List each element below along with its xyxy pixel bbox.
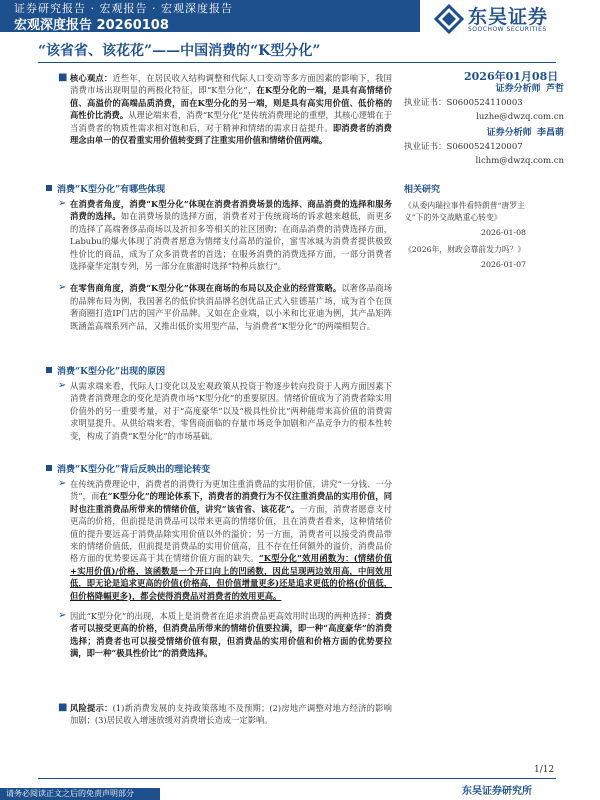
- core-view: [58, 72, 392, 146]
- bullet-icon: ➢: [58, 282, 67, 294]
- related-item-1-date: 2026-01-08: [481, 228, 526, 237]
- logo-cn: 东吴证券: [468, 6, 549, 28]
- analyst-1-email[interactable]: luzhe@dwzq.com.cn: [476, 112, 564, 122]
- section-marker-icon: [46, 185, 52, 191]
- section-1-paragraph-a: ➢ 在消费者角度，消费“K型分化”体现在消费者消费场景的选择、商品消费的选择和服务消费的选择。如在消费场景的选择方面，消费者对于传统商场的诉求越来越低，而更多的选择了高端奢侈品商场以及折扣多等相关的社区团购；在商品消费的消费选择方面，Labubu的爆火体现了消费者愿意为情绪支付高昂的溢价，蜜雪冰城为消费者提供极致性价比的商品，成为了众多消费者的首选；在服务消费的消费选择方面，一部分消费者选择豪华定制专列，另一部分在旅游时选择“特种兵旅行”。: [58, 198, 392, 272]
- document-title: “该省省、该花花”——中国消费的“K型分化”: [38, 43, 321, 59]
- section-marker-icon: [46, 367, 52, 373]
- bullet-icon: ➢: [58, 610, 67, 622]
- risk-paragraph: ■ 风险提示：(1)新消费发展的支持政策落地不及预期；(2)房地产调整对地方经济的影响加剧；(3)居民收入增速放缓对消费增长造成一定影响。: [58, 702, 392, 726]
- title-divider: [38, 62, 556, 63]
- risk-warning: [58, 702, 392, 727]
- core-text-3: 从理论端来看，消费“K型分化”是传统消费理论的重塑，其核心逻辑在于当消费者的物质性需求相对饱和后，对于精神和情绪的需求日益提升。: [70, 110, 392, 133]
- logo-mark-icon: [434, 4, 464, 34]
- related-research-heading: 相关研究: [404, 185, 441, 195]
- section-1-body: [58, 198, 392, 332]
- core-text-4: 即消费者的消费理念由单一的仅看重实用价值转变到了注重实用价值和情绪价值两端。: [70, 122, 392, 146]
- report-date: 2026年01月08日: [464, 70, 559, 83]
- page-number: 1/12: [534, 765, 555, 775]
- section-heading-3: 消费“K型分化”背后反映出的理论转变: [46, 462, 210, 475]
- section-3-body: [58, 478, 392, 660]
- bullet-icon: ➢: [58, 478, 67, 489]
- section-1-paragraph-b: ➢ 在零售商角度，消费“K型分化”体现在商场的布局以及企业的经营策略。以奢侈品商场的品牌布局为例，我国著名的低价快消品牌名创优品正式入驻德基广场，成为首个在顶奢商圈打造IP门店的国产平价品牌。又如在企业端，以小米和比亚迪为例，其产品矩阵既涵盖高端系列产品，又推出低价实用型产品，与消费者“K型分化”的两端相契合。: [58, 282, 392, 331]
- section-2-body: [58, 380, 392, 442]
- section-heading-1: 消费“K型分化”有哪些体现: [46, 182, 165, 195]
- bullet-icon: ➢: [58, 380, 67, 391]
- analyst-2-title: 证券分析师 李昌萌: [486, 128, 564, 138]
- report-id: 宏观深度报告 20260108: [14, 18, 169, 33]
- section-3-paragraph-b: ➢ 因此“K型分化”的出现，本质上是消费者在追求消费品更高效用时出现的两种选择：消费者可以接受更高的价格，但消费品所带来的情绪价值要拉满，即一种“高度豪华”的消费选择；消费者也可以接受情绪价值有限，但消费品的实用价值和价格方面的优势要拉满，即一种“极具性价比”的消费选择。: [58, 610, 392, 659]
- report-series: 证券研究报告 · 宏观报告 · 宏观深度报告: [14, 2, 233, 15]
- company-logo: [434, 2, 594, 36]
- core-text-2: 在K型分化的一端，是具有高情绪价值、高溢价的高端品质消费，而在K型分化的另一端，则是具有高实用价值、低价格的高性价比消费。: [70, 85, 392, 121]
- analyst-2-cert: 执业证书：S0600524120007: [404, 142, 523, 152]
- core-text-1: 近些年，在居民收入结构调整和代际人口变动等多方面因素的影响下，我国消费市场出现明显的两极化特征，即“K型分化”，: [70, 73, 392, 96]
- logo-en: SOOCHOW SECURITIES: [468, 26, 547, 33]
- analyst-2-email[interactable]: lichm@dwzq.com.cn: [475, 156, 564, 166]
- core-label: 核心观点：: [70, 73, 113, 83]
- header-band: [0, 0, 420, 32]
- footer-company: 东吴证券研究所: [462, 786, 532, 797]
- related-item-1[interactable]: 《从委内瑞拉事件看特朗普“唐罗主义”下的外交战略重心转变》: [404, 201, 525, 222]
- bullet-icon: ■: [58, 702, 68, 713]
- bullet-icon: ■: [58, 72, 68, 83]
- section-marker-icon: [46, 465, 52, 471]
- related-item-2[interactable]: 《2026年，财政会靠前发力吗？》: [404, 245, 526, 254]
- core-paragraph: [58, 72, 392, 146]
- analyst-2: [404, 126, 564, 168]
- bullet-icon: ➢: [58, 198, 67, 209]
- related-item-2-date: 2026-01-07: [481, 260, 526, 269]
- footer-disclaimer: 请务必阅读正文之后的免责声明部分: [0, 788, 160, 800]
- analyst-1: [404, 82, 564, 124]
- section-3-paragraph-a: ➢ 在传统消费理论中，消费者的消费行为更加注重消费品的实用价值，讲究“一分钱、一分货”，而在“K型分化”的理论体系下，消费者的消费行为不仅注重消费品的实用价值，同时也注重消费品所带来的情绪价值，讲究“该省省、该花花”。一方面，消费者愿意支付更高的价格，但前提是消费品可以带来更高的情绪价值，且在消费者看来，这种情绪价值的提升要远高于消费品除实用价值以外的溢价；另一方面，消费者可以接受消费品带来的情绪价值低，但前提是消费品的实用价值高，且不存在任何额外的溢价，消费品价格方面的优势要远高于其在情绪价值方面的缺失。“K型分化”效用函数为：(情绪价值+实用价值)/价格，该函数是一个开口向上的凹函数，因此呈现两边效用高，中间效用低，即无论是追求更高的价值(价格高，但价值增量更多)还是追求更低的价格(价值低，但价格降幅更多)，都会使得消费品对消费者的效用更高。: [58, 478, 392, 601]
- analyst-1-title: 证券分析师 芦哲: [495, 84, 564, 94]
- footer-divider: [38, 778, 556, 779]
- analyst-1-cert: 执业证书：S0600524110003: [404, 98, 523, 108]
- section-heading-2: 消费“K型分化”出现的原因: [46, 364, 165, 377]
- section-2-paragraph: ➢ 从需求端来看，代际人口变化以及宏观政策从投资于物逐步转向投资于人两方面因素下消费者消费理念的变化是消费市场“K型分化”的重要原因。情绪价值成为了消费者除实用价值外的另一重要考量，对于“高度豪华”以及“极具性价比”两种能带来高价值的消费需求明显提升。从供给端来看，零售商面临的存量市场竞争加剧和产品竞争力的根本性转变，构成了消费“K型分化”的市场基础。: [58, 380, 392, 441]
